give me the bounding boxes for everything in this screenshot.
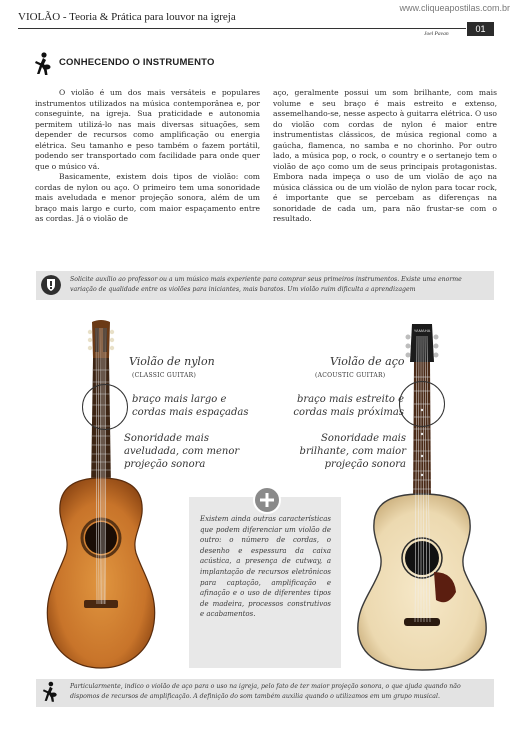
feature-line: Sonoridade mais [124,433,209,444]
book-title: VIOLÃO - Teoria & Prática para louvor na igreja [18,11,236,23]
section-title: CONHECENDO O INSTRUMENTO [59,57,215,68]
feature-line: braço mais largo e [132,394,227,405]
steel-feature-neck [286,393,404,419]
feature-line: aveludada, com menor [124,446,240,457]
paragraph: Basicamente, existem dois tipos de violão: com cordas de nylon ou aço. O primeiro tem uma sonoridade mais aveludada e menor projeção sonora, além de um braço mais largo e curto, com maior espaçamento entre as cordas. Já o violão de [35,172,260,223]
neck-highlight-circle [399,381,445,427]
body-column-right [273,88,497,225]
body-column-left [35,88,260,225]
guitarist-icon [34,52,52,76]
steel-title: Violão de aço [330,355,405,368]
feature-line: cordas mais próximas [293,407,404,418]
paragraph: aço, geralmente possui um som brilhante, com mais volume e seu braço é mais estreito e extenso, assemelhando-se, nesse aspecto à guitarra elétrica. O uso do violão com cordas de nylon é maior entre instrumentistas clássicos, de música regional como a gaúcha, flamenca, no samba e no chorinho. Por outro lado, a música pop, o rock, o country e o sertanejo tem o violão de aço como um de seus principais protagonistas. Embora nada impeça o uso de um violão de aço na música clássica ou de um violão de nylon para tocar rock, é importante que se percebam as diferenças na sonoridade de cada um, para não frustar-se com o resultado. [273,88,497,223]
plus-icon [253,486,281,514]
feature-line: braço mais estreito e [297,394,404,405]
headstock-brand: YAMAHA [413,328,431,333]
feature-line: projeção sonora [124,459,206,470]
nylon-feature-neck [132,393,249,419]
steel-feature-sound [290,432,406,471]
steel-subtitle: (ACOUSTIC GUITAR) [315,372,386,379]
website-url: www.cliqueapostilas.com.br [399,3,510,13]
nylon-feature-sound [124,432,239,471]
feature-line: Sonoridade mais [321,433,406,444]
feature-line: cordas mais espaçadas [132,407,249,418]
guitarist-icon [42,680,58,704]
exclamation-shield-icon [41,275,61,295]
nylon-title: Violão de nylon [129,355,215,368]
author-name: Joel Pavan [424,31,449,37]
callout-text: Existem ainda outras características que podem diferenciar um violão de outro: o número de cordas, o desenho e espessura da caixa acústica, a presença de cutway, a implantação de recursos eletrônicos para captação, amplificação e afinação e o uso de diferentes tipos de madeira, processos construtivos e acabamentos. [200,515,331,619]
feature-line: projeção sonora [324,459,406,470]
header-rule [18,28,466,29]
neck-highlight-circle [82,384,128,430]
nylon-subtitle: (CLASSIC GUITAR) [132,372,197,379]
tip-text: Solicite auxílio ao professor ou a um músico mais experiente para comprar seus primeiros instrumentos. Existe uma enorme variação de qualidade entre os violões para iniciantes, mais baratos. Um violão ruim dificulta a aprendizagem [70,276,462,293]
feature-line: brilhante, com maior [299,446,406,457]
page-number: 01 [467,22,494,36]
bottom-note-text: Particularmente, indico o violão de aço para o uso na igreja, pelo fato de ter maior projeção sonora, o que ajuda quando não dispomos de recursos de amplificação. A definição do som também auxilia quando o utilizamos em um grupo musical. [70,683,461,700]
paragraph: O violão é um dos mais versáteis e populares instrumentos utilizados na música contemporânea e, por conseguinte, na igreja. Sua praticidade e autonomia permitem utilizá-lo nas mais diversas situações, sem depender de recursos como amplificação ou energia elétrica. Seu tamanho e peso também o fazem portátil, podendo ser transportado com facilidade para onde quer que o músico vá. [35,88,260,171]
